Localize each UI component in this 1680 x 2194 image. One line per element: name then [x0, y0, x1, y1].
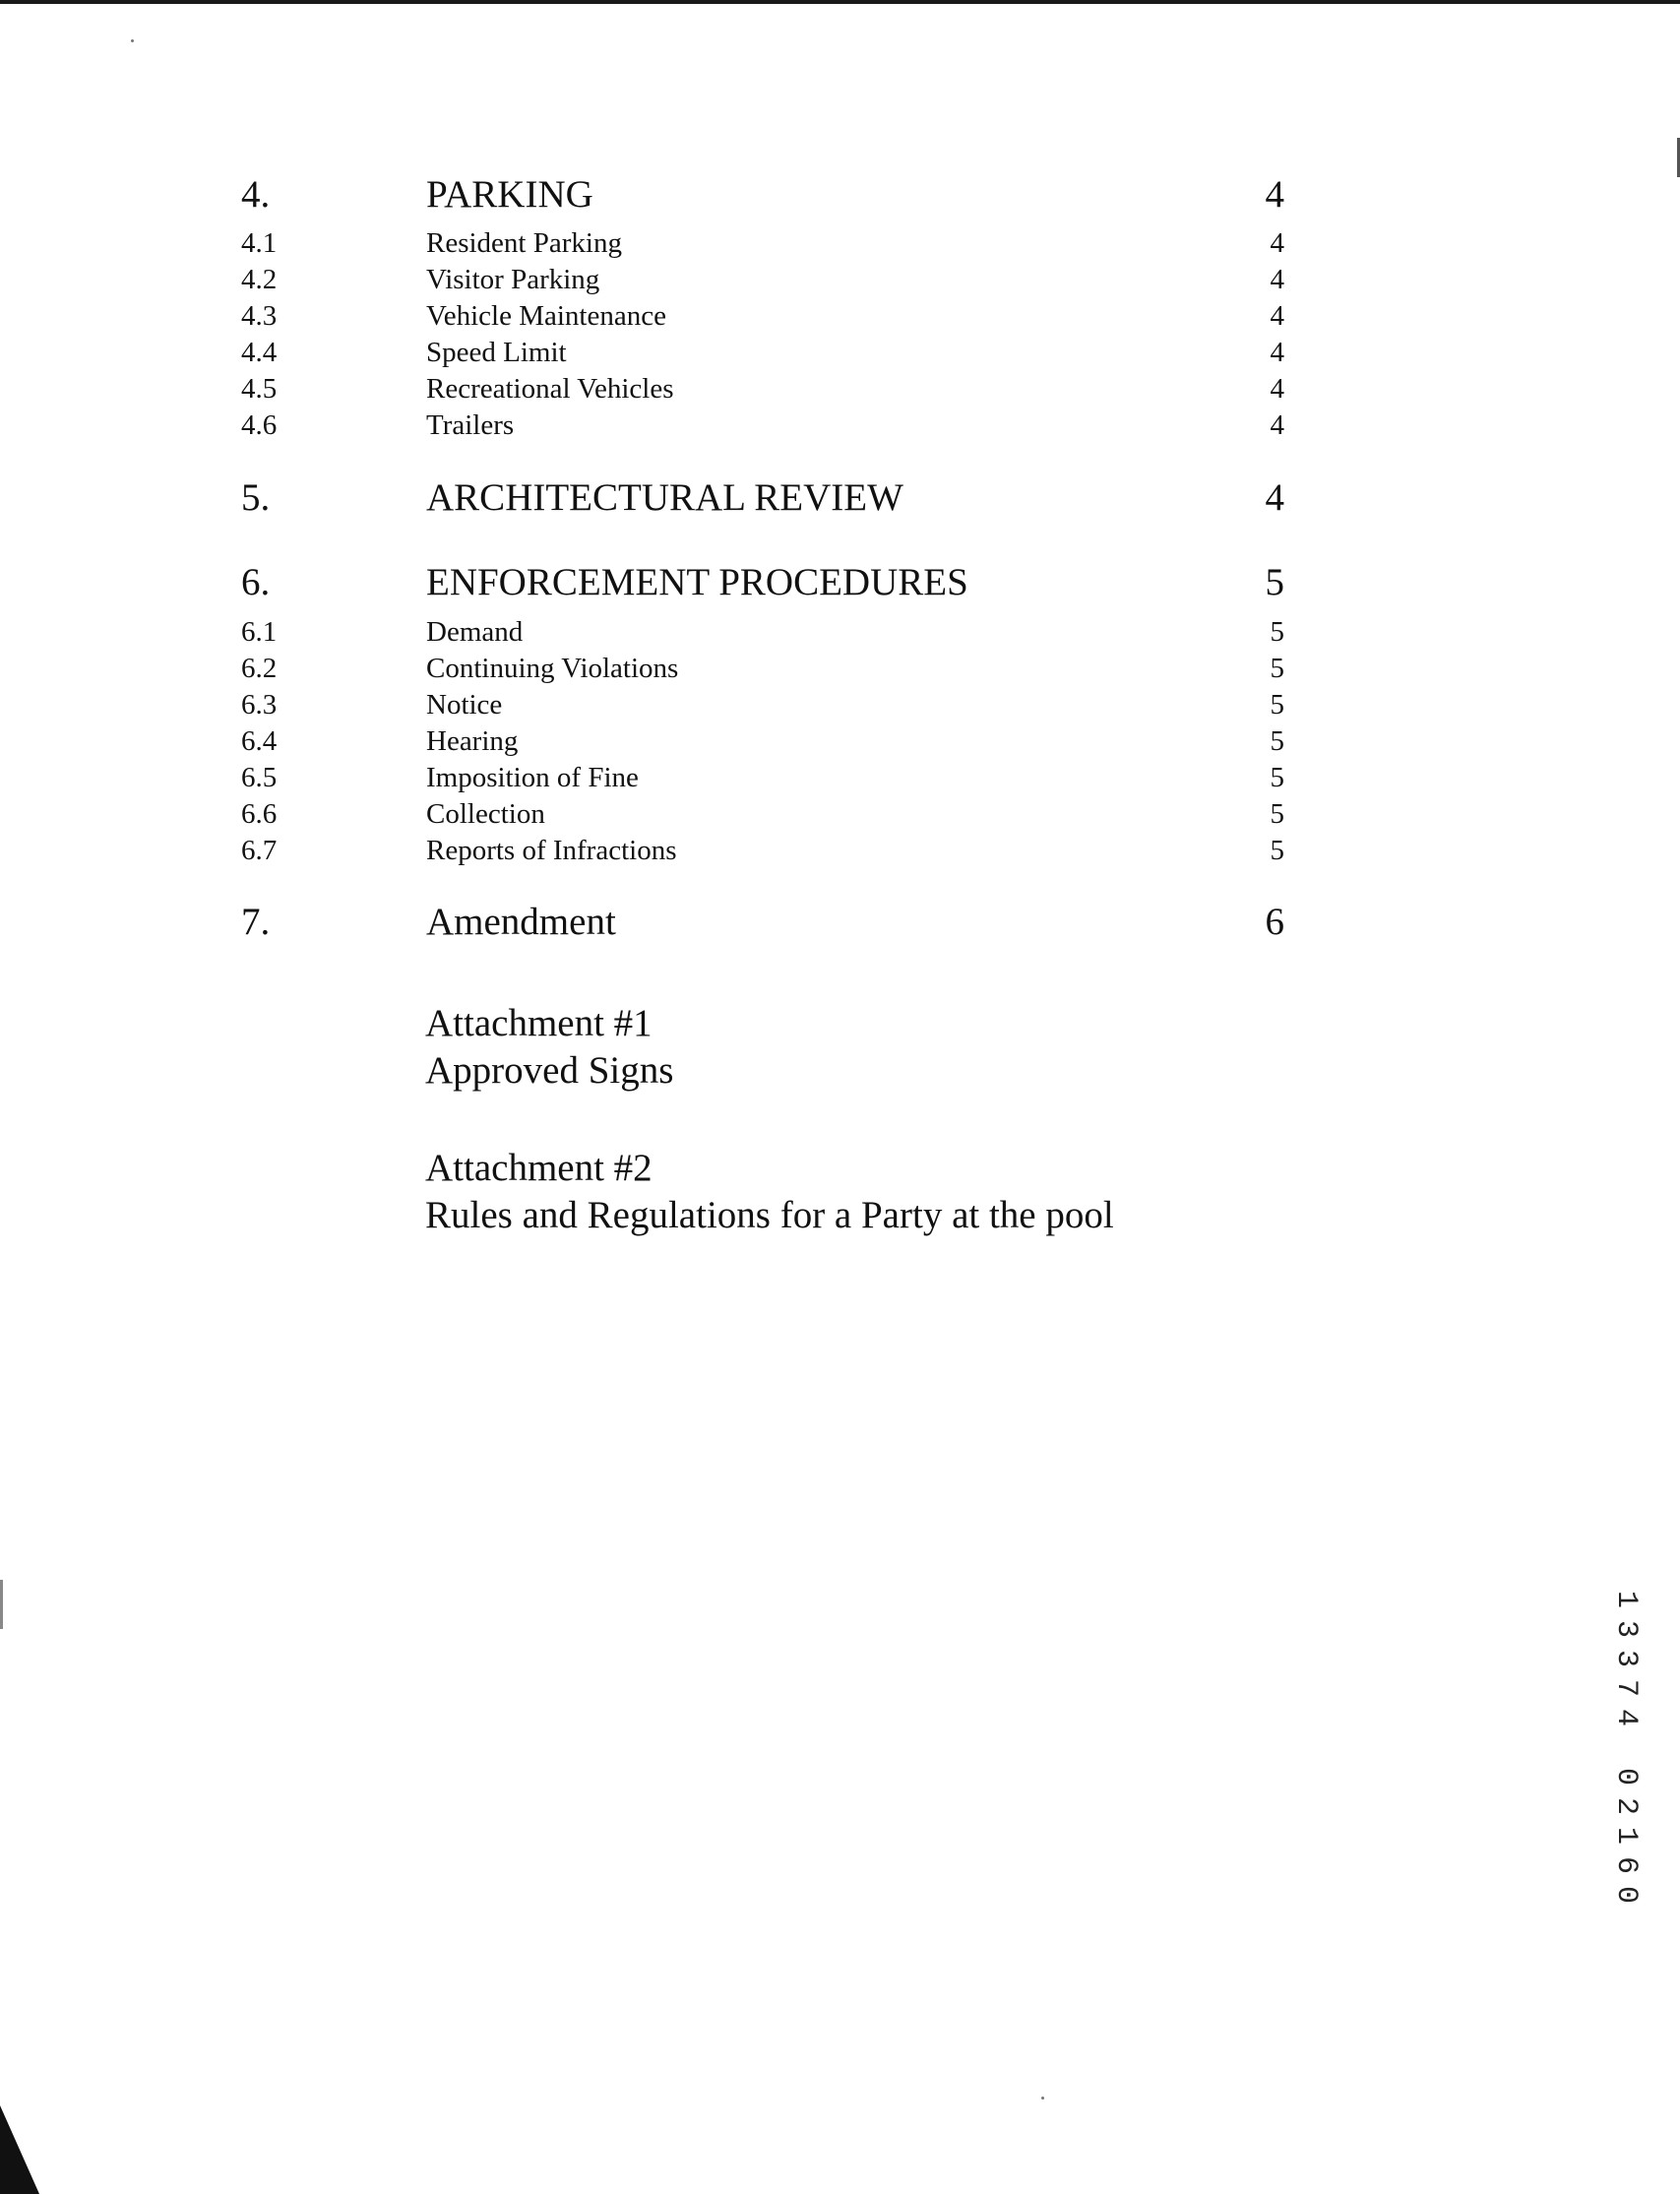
toc-item-page: 4	[1270, 337, 1284, 368]
bates-stamp-char: 3	[1609, 1649, 1643, 1667]
toc-section-number: 4.	[241, 173, 271, 216]
toc-item	[241, 257, 1284, 296]
toc-item-title: Vehicle Maintenance	[426, 300, 666, 332]
toc-item-page: 5	[1270, 835, 1284, 866]
bates-stamp	[1604, 1585, 1648, 1910]
bates-stamp-char: 2	[1609, 1796, 1643, 1815]
toc-section-number: 6.	[241, 561, 271, 603]
toc-section-page: 6	[1265, 901, 1284, 943]
toc-item-number: 6.1	[241, 616, 278, 648]
toc-section-title: ENFORCEMENT PROCEDURES	[426, 561, 968, 603]
toc-item-number: 6.5	[241, 762, 278, 793]
toc-item	[241, 646, 1284, 685]
toc-item-number: 6.6	[241, 798, 278, 830]
toc-item-title: Speed Limit	[426, 337, 567, 368]
toc-item-number: 6.3	[241, 689, 278, 721]
toc-item-title: Collection	[426, 798, 545, 830]
scan-left-edge	[0, 1580, 3, 1629]
toc-item-title: Continuing Violations	[426, 653, 679, 684]
toc-section-amendment	[241, 901, 1284, 944]
toc-item-page: 4	[1270, 227, 1284, 259]
bates-stamp-char: 7	[1609, 1678, 1643, 1697]
toc-item-page: 4	[1270, 300, 1284, 332]
toc-item	[241, 330, 1284, 369]
toc-item-page: 4	[1270, 373, 1284, 405]
bates-stamp-char: 1	[1609, 1826, 1643, 1845]
toc-item-title: Notice	[426, 689, 503, 721]
toc-item-title: Recreational Vehicles	[426, 373, 674, 405]
bates-stamp-char: 0	[1609, 1767, 1643, 1786]
toc-item-page: 5	[1270, 689, 1284, 721]
toc-item-title: Trailers	[426, 409, 515, 441]
toc-section-page: 5	[1265, 561, 1284, 603]
toc-section-number: 7.	[241, 901, 271, 943]
toc-item-title: Imposition of Fine	[426, 762, 639, 793]
toc-item-page: 5	[1270, 798, 1284, 830]
scan-speck	[131, 39, 134, 42]
toc-item-title: Resident Parking	[426, 227, 622, 259]
toc-item-number: 6.4	[241, 725, 278, 757]
toc-item-page: 5	[1270, 616, 1284, 648]
toc-section-page: 4	[1265, 173, 1284, 216]
toc-item	[241, 828, 1284, 867]
toc-section-parking	[241, 173, 1284, 217]
attachment-title: Rules and Regulations for a Party at the pool	[425, 1194, 1114, 1236]
toc-item-number: 4.2	[241, 264, 278, 295]
toc-item	[241, 293, 1284, 333]
toc-item	[241, 403, 1284, 442]
toc-item-number: 4.1	[241, 227, 278, 259]
toc-section-title: Amendment	[426, 901, 616, 943]
attachment-title: Approved Signs	[425, 1049, 674, 1092]
toc-item	[241, 609, 1284, 649]
toc-item-page: 4	[1270, 409, 1284, 441]
attachment-label: Attachment #1	[425, 1002, 653, 1044]
toc-section-title: PARKING	[426, 173, 593, 216]
bates-stamp-char: 1	[1609, 1590, 1643, 1608]
scan-top-border	[0, 0, 1680, 4]
toc-item-title: Reports of Infractions	[426, 835, 677, 866]
toc-section-enforcement-procedures	[241, 561, 1284, 604]
toc-item-title: Hearing	[426, 725, 519, 757]
attachment-1	[425, 1000, 673, 1095]
bates-stamp-char: 4	[1609, 1708, 1643, 1726]
scan-corner-mark	[0, 2105, 39, 2194]
toc-item-number: 4.3	[241, 300, 278, 332]
toc-item-title: Visitor Parking	[426, 264, 600, 295]
toc-item-title: Demand	[426, 616, 524, 648]
toc-item-page: 5	[1270, 653, 1284, 684]
bates-stamp-char: 0	[1609, 1885, 1643, 1904]
attachment-2	[425, 1145, 1114, 1239]
attachment-label: Attachment #2	[425, 1147, 653, 1189]
toc-item-page: 5	[1270, 725, 1284, 757]
scan-speck	[1041, 2097, 1044, 2100]
toc-item-number: 6.2	[241, 653, 278, 684]
toc-section-page: 4	[1265, 476, 1284, 519]
toc-item-number: 6.7	[241, 835, 278, 866]
toc-item	[241, 755, 1284, 794]
toc-item-page: 4	[1270, 264, 1284, 295]
toc-item	[241, 682, 1284, 721]
toc-item	[241, 791, 1284, 831]
bates-stamp-char: 6	[1609, 1855, 1643, 1874]
toc-item-number: 4.5	[241, 373, 278, 405]
toc-item-number: 4.4	[241, 337, 278, 368]
toc-item	[241, 220, 1284, 260]
toc-item	[241, 719, 1284, 758]
toc-item-number: 4.6	[241, 409, 278, 441]
toc-section-title: ARCHITECTURAL REVIEW	[426, 476, 903, 519]
toc-section-number: 5.	[241, 476, 271, 519]
toc-section-architectural-review	[241, 476, 1284, 520]
toc-item	[241, 366, 1284, 406]
bates-stamp-char: 3	[1609, 1619, 1643, 1638]
toc-item-page: 5	[1270, 762, 1284, 793]
